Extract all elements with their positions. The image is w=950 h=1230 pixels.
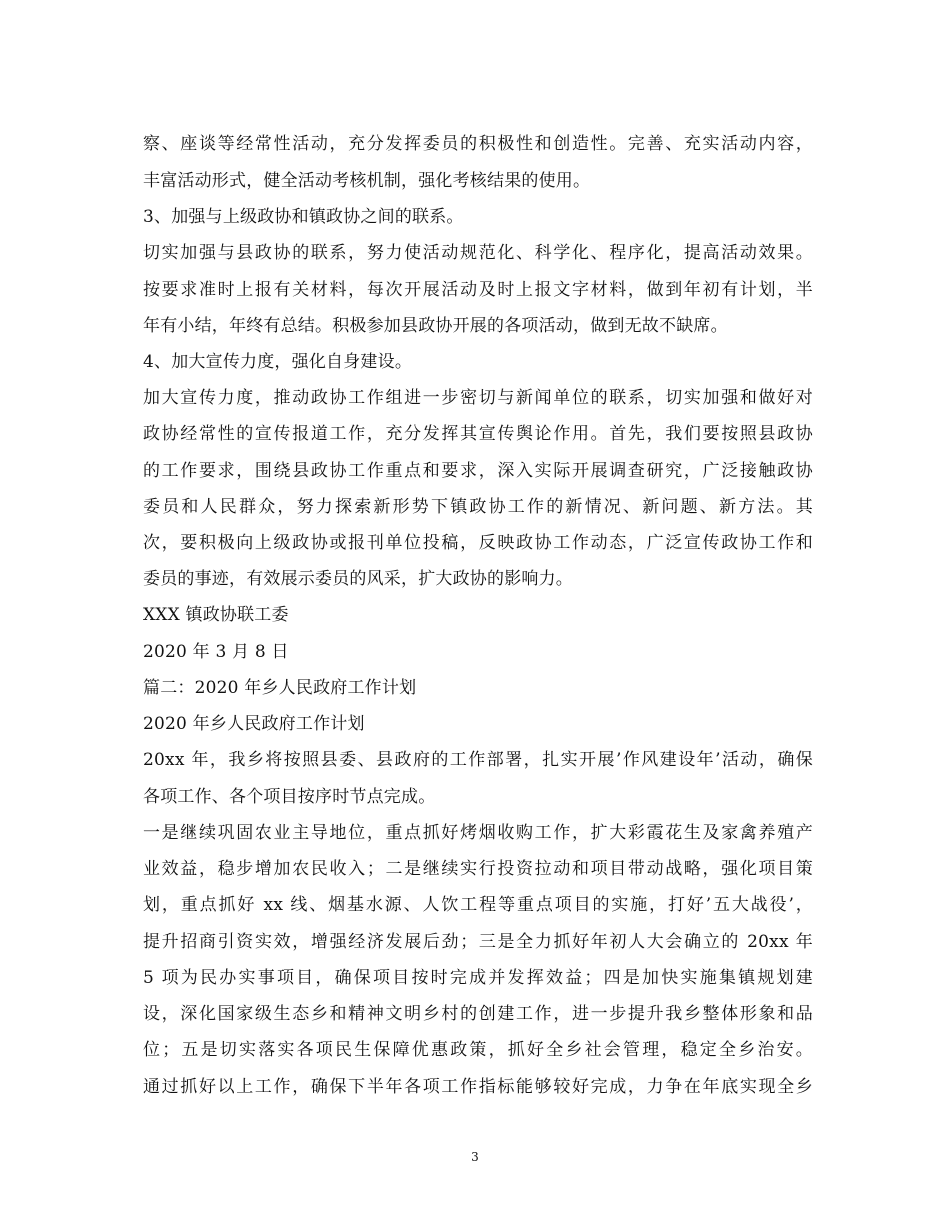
text-line: 丰富活动形式，健全活动考核机制，强化考核结果的使用。 — [143, 171, 591, 191]
text-line: 切实加强与县政协的联系，努力使活动规范化、科学化、程序化，提高活动效果。 — [143, 243, 813, 263]
section-heading: 4、加大宣传力度，强化自身建设。 — [143, 352, 413, 372]
signature-organization: XXX 镇政协联工委 — [143, 605, 289, 625]
plan-title: 2020 年乡人民政府工作计划 — [143, 714, 365, 734]
text-line: 各项工作、各个项目按序时节点完成。 — [143, 787, 436, 807]
text-line: 5 项为民办实事项目，确保项目按时完成并发挥效益；四是加快实施集镇规划建 — [143, 968, 813, 988]
section-heading: 3、加强与上级政协和镇政协之间的联系。 — [143, 207, 464, 227]
text-line: 一是继续巩固农业主导地位，重点抓好烤烟收购工作，扩大彩霞花生及家禽养殖产 — [143, 823, 813, 843]
text-line: 委员和人民群众，努力探索新形势下镇政协工作的新情况、新问题、新方法。其 — [143, 497, 813, 517]
text-line: 政协经常性的宣传报道工作，充分发挥其宣传舆论作用。首先，我们要按照县政协 — [143, 424, 813, 444]
section-title: 篇二：2020 年乡人民政府工作计划 — [143, 678, 417, 698]
text-line: 划，重点抓好 xx 线、烟基水源、人饮工程等重点项目的实施，打好’五大战役’， — [143, 895, 813, 915]
text-line: 位；五是切实落实各项民生保障优惠政策，抓好全乡社会管理，稳定全乡治安。 — [143, 1040, 813, 1060]
text-line: 次，要积极向上级政协或报刊单位投稿，反映政协工作动态，广泛宣传政协工作和 — [143, 533, 813, 553]
text-line: 提升招商引资实效，增强经济发展后劲；三是全力抓好年初人大会确立的 20xx 年 — [143, 932, 813, 952]
page-number: 3 — [471, 1150, 479, 1164]
text-line: 设，深化国家级生态乡和精神文明乡村的创建工作，进一步提升我乡整体形象和品 — [143, 1004, 813, 1024]
text-line: 加大宣传力度，推动政协工作组进一步密切与新闻单位的联系，切实加强和做好对 — [143, 388, 813, 408]
text-line: 通过抓好以上工作，确保下半年各项工作指标能够较好完成，力争在年底实现全乡 — [143, 1077, 813, 1097]
text-line: 的工作要求，围绕县政协工作重点和要求，深入实际开展调查研究，广泛接触政协 — [143, 461, 813, 481]
text-line: 按要求准时上报有关材料，每次开展活动及时上报文字材料，做到年初有计划，半 — [143, 280, 813, 300]
text-line: 察、座谈等经常性活动，充分发挥委员的积极性和创造性。完善、充实活动内容， — [143, 134, 813, 154]
text-line: 业效益，稳步增加农民收入；二是继续实行投资拉动和项目带动战略，强化项目策 — [143, 859, 813, 879]
text-line: 年有小结，年终有总结。积极参加县政协开展的各项活动，做到无故不缺席。 — [143, 316, 728, 336]
text-line: 委员的事迹，有效展示委员的风采，扩大政协的影响力。 — [143, 569, 573, 589]
signature-date: 2020 年 3 月 8 日 — [143, 642, 289, 662]
text-line: 20xx 年，我乡将按照县委、县政府的工作部署，扎实开展’作风建设年’活动，确保 — [143, 750, 813, 770]
